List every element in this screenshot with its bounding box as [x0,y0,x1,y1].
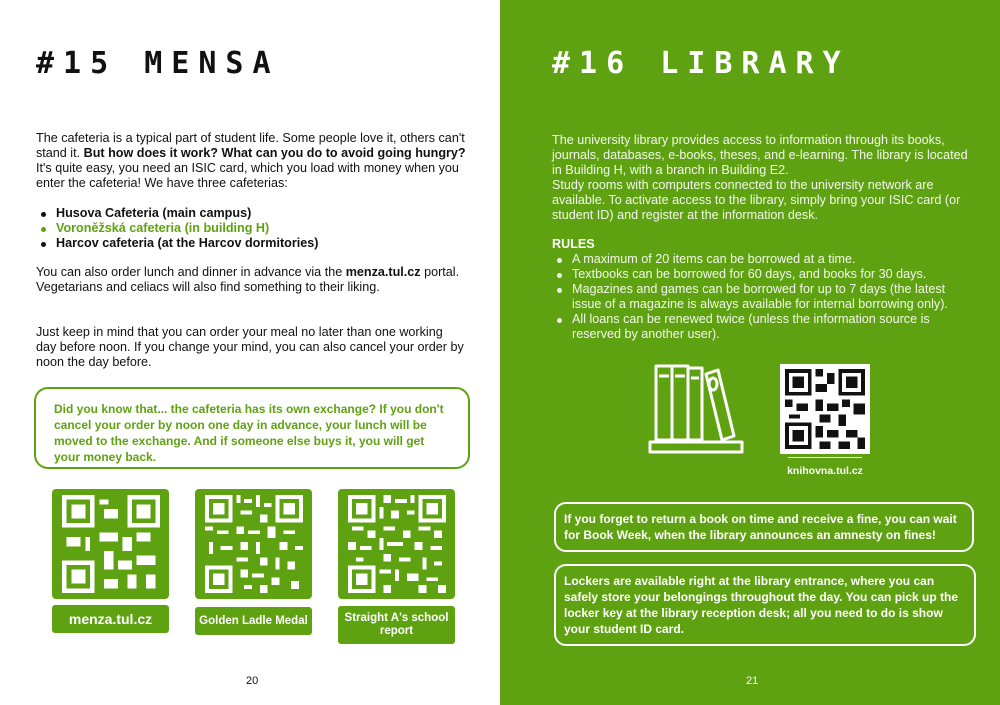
page-library [500,0,1000,705]
order-text: You can also order lunch and dinner in advance via the [36,265,346,279]
library-link[interactable]: knihovna.tul.cz [787,465,863,477]
rule-item: Magazines and games can be borrowed for up to 7 days (the latest issue of a magazine is always available for internal borrowing only). [552,282,972,312]
qr-label-school-report[interactable]: Straight A's school report [338,606,455,644]
rules-heading: RULES [552,237,595,251]
qr-label-golden-ladle[interactable]: Golden Ladle Medal [195,607,312,635]
mensa-intro-text-2: It's quite easy, you need an ISIC card, which you load with money when you enter the cafeteria! We have three cafeterias: [36,161,459,190]
study-rooms-text: Study rooms with computers connected to the university network are available. To activate access to the library, simply bring your ISIC card (or student ID) and register at the information desk. [552,178,961,222]
order-text-2: portal. [420,265,460,279]
qr-code-icon[interactable] [338,489,455,599]
cafeteria-item: Voroněžská cafeteria (in building H) [36,221,466,236]
qr-label-menza[interactable]: menza.tul.cz [52,605,169,633]
rule-item: All loans can be renewed twice (unless the information source is reserved by another user). [552,312,972,342]
rule-item: A maximum of 20 items can be borrowed at a time. [552,252,972,267]
cafeteria-item: Husova Cafeteria (main campus) [36,206,466,221]
mensa-title: #15 MENSA [36,46,280,81]
mensa-deadline: Just keep in mind that you can order your meal no later than one working day before noon. If you change your mind, you can also cancel your order by noon the day before. [36,325,464,369]
fine-callout: If you forget to return a book on time and receive a fine, you can wait for Book Week, when the library announces an amnesty on fines! [554,502,974,552]
mensa-intro-text: The cafeteria is a typical part of student life. Some people love it, others can't stand it. [36,131,465,160]
rule-item: Textbooks can be borrowed for 60 days, and books for 30 days. [552,267,972,282]
cafeteria-list [36,206,466,251]
cafeteria-item: Harcov cafeteria (at the Harcov dormitories) [36,236,466,251]
qr-divider [788,457,862,458]
qr-code-icon[interactable] [195,489,312,599]
rules-list [552,252,972,342]
page-number: 21 [746,675,759,687]
mensa-intro [36,131,466,191]
vegetarian-text: Vegetarians and celiacs will also find something to their liking. [36,280,380,294]
exchange-callout: Did you know that... the cafeteria has its own exchange? If you don't cancel your order by noon one day in advance, your lunch will be moved to the exchange. And if someone else buys it, you will get your money back. [34,387,470,469]
lockers-callout: Lockers are available right at the library entrance, where you can safely store your belongings throughout the day. You can pick up the locker key at the library reception desk; all you need to do is show your student ID card. [554,564,976,646]
books-icon [648,360,744,456]
mensa-intro-bold: But how does it work? What can you do to avoid going hungry? [83,146,466,160]
menza-link[interactable]: menza.tul.cz [345,265,421,279]
qr-code-icon[interactable] [52,489,169,599]
library-intro [552,133,972,223]
mensa-order-info [36,265,466,295]
page-number: 20 [246,675,259,687]
qr-code-icon[interactable] [780,364,870,454]
library-intro-text: The university library provides access to information through its books, journals, databases, e-books, theses, and e-learning. The library is located in Building H, with a branch in Building E2. [552,133,968,177]
library-title: #16 LIBRARY [552,46,850,81]
